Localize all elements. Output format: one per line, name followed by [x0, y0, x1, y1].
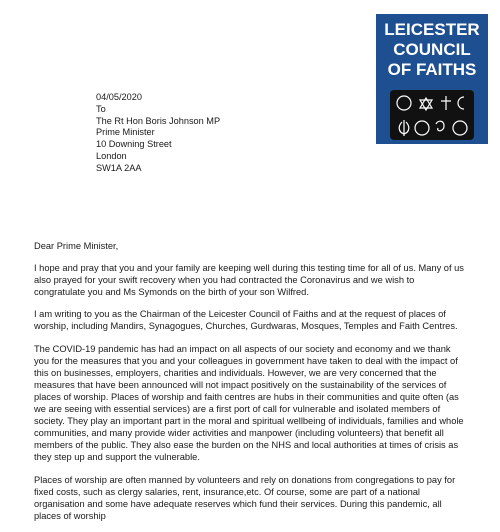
recipient-address-block [96, 92, 220, 175]
yin-yang-icon [415, 121, 429, 135]
address-line: Prime Minister [96, 127, 155, 138]
paragraph: Places of worship are often manned by volunteers and rely on donations from congregations to pay for fixed costs, such as clergy salaries, rent, insurance,etc. Of course, some are part of a national organisation and some have adequate reserves which fund their services. During this pandemic, all places of worship [34, 474, 456, 521]
jain-symbol-icon [453, 121, 467, 135]
address-line: 10 Downing Street [96, 139, 172, 150]
logo-line-1: LEICESTER [384, 20, 480, 39]
address-line: The Rt Hon Boris Johnson MP [96, 115, 221, 126]
logo-line-2: COUNCIL [393, 40, 471, 59]
faith-symbols-emblem [390, 90, 474, 140]
paragraph: I am writing to you as the Chairman of the Leicester Council of Faiths and at the request of places of worship, including Mandirs, Synagogues, Churches, Gurdwaras, Mosques, Temples and Faith Centres. [34, 309, 458, 332]
letter-date: 04/05/2020 [96, 92, 142, 102]
khanda-icon [399, 120, 409, 136]
letter-body [34, 240, 466, 532]
address-line: SW1A 2AA [96, 162, 142, 173]
cross-icon [441, 96, 451, 110]
address-line: London [96, 150, 127, 161]
paragraph: I hope and pray that you and your family are keeping well during this testing time for all of us. Many of us also prayed for your swift recovery when you had contracted the Coronavirus and we wish to congratulate you and Ms Symonds on the birth of your son Wilfred. [34, 263, 464, 298]
logo-line-3: OF FAITHS [387, 60, 477, 79]
star-of-david-icon [420, 98, 432, 110]
salutation: Dear Prime Minister, [34, 241, 119, 251]
to-label: To [96, 103, 106, 114]
paragraph: The COVID-19 pandemic has had an impact on all aspects of our society and economy and we thank you for the measures that you and your colleagues in government have taken to deal with the impact of this on businesses, employers, charities and individuals. However, we are very concerned that the measures that have been announced will not impact positively on the sustainability of the services of places of worship. Places of worship and faith centres are hubs in their communities and quite often (as we are seeing with essential services) are a first port of call for vulnerable and isolated members of society. They play an important part in the moral and spiritual wellbeing of individuals, families and whole communities, and many provide wider activities and manpower (including volunteers) that benefit all members of the public. They also ease the burden on the NHS and local authorities at times of crisis as they step up and support the vulnerable. [34, 343, 464, 463]
wheel-symbol-icon [397, 96, 411, 110]
om-icon [436, 121, 444, 131]
leicester-council-of-faiths-logo [376, 14, 488, 144]
crescent-icon [458, 97, 464, 109]
